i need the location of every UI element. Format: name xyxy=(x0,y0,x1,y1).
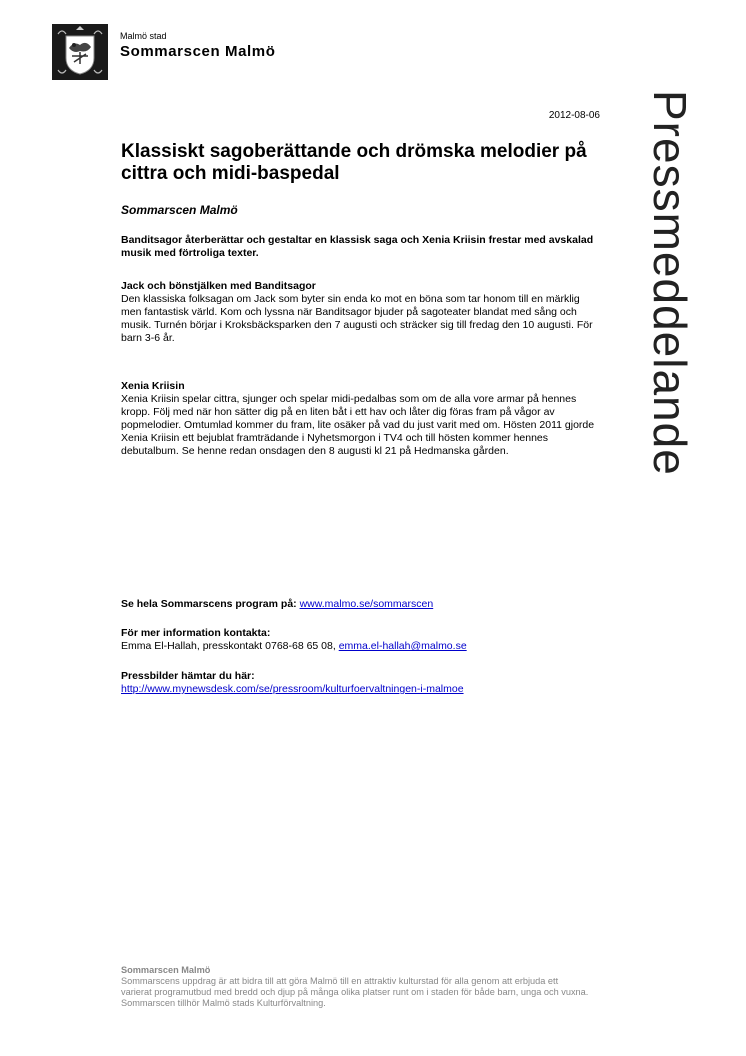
program-line xyxy=(121,598,601,611)
footer-body: Sommarscens uppdrag är att bidra till att göra Malmö till en attraktiv kulturstad för alla genom att erbjuda ett varierat programutbud med bredd och djup på många olika platser runt om i staden för både barn, unga och vuxna. Sommarscen tillhör Malmö stads Kulturförvaltning. xyxy=(121,976,589,1008)
program-link[interactable]: www.malmo.se/sommarscen xyxy=(299,598,434,610)
org-name: Sommarscen Malmö xyxy=(120,43,276,60)
contact-email-link[interactable]: emma.el-hallah@malmo.se xyxy=(338,640,467,652)
vertical-label: Pressmeddelande xyxy=(644,90,696,476)
section-heading: Jack och bönstjälken med Banditsagor xyxy=(121,280,316,292)
section-jack xyxy=(121,280,601,345)
press-images-link[interactable]: http://www.mynewsdesk.com/se/pressroom/kulturfoervaltningen-i-malmoe xyxy=(121,683,464,695)
malmo-coat-of-arms-logo xyxy=(52,24,108,80)
section-xenia xyxy=(121,380,601,458)
release-date: 2012-08-06 xyxy=(548,110,600,121)
lead-paragraph: Banditsagor återberättar och gestaltar en klassisk saga och Xenia Kriisin frestar med avskalad musik med förtroliga texter. xyxy=(121,234,594,259)
footer xyxy=(121,965,591,1009)
section-heading: Xenia Kriisin xyxy=(121,380,185,392)
press-images-block xyxy=(121,670,601,696)
press-release-subtitle: Sommarscen Malmö xyxy=(121,203,238,217)
section-body: Xenia Kriisin spelar cittra, sjunger och spelar midi-pedalbas som om de alla vore armar på hennes kropp. Följ med när hon sätter dig på en liten båt i ett hav och låter dig föras fram på vågor av popmelodier. Omtumlad kommer du fram, lite osäker på vad du just varit med om. Hösten 2011 gjorde Xenia Kriisin ett bejublat framträdande i Nyhetsmorgon i TV4 och till hösten kommer hennes debutalbum. Se henne redan onsdagen den 8 augusti kl 21 på Hedmanska gården. xyxy=(121,393,595,457)
footer-heading: Sommarscen Malmö xyxy=(121,965,211,975)
section-body: Den klassiska folksagan om Jack som byter sin enda ko mot en böna som tar honom till en märklig men fantastisk värld. Kom och lyssna när Banditsagor bjuder på sagoteater blandat med sång och musik. Turnén börjar i Kroksbäcksparken den 7 augusti och sträcker sig till fredag den 10 augusti. För barn 3-6 år. xyxy=(121,293,593,344)
program-label: Se hela Sommarscens program på: xyxy=(121,598,297,610)
press-images-heading: Pressbilder hämtar du här: xyxy=(121,670,255,682)
press-release-title: Klassiskt sagoberättande och drömska melodier på cittra och midi-baspedal xyxy=(121,141,587,184)
org-parent-name: Malmö stad xyxy=(120,31,167,41)
contact-heading: För mer information kontakta: xyxy=(121,627,271,639)
contact-text: Emma El-Hallah, presskontakt 0768-68 65 08, xyxy=(121,640,336,652)
contact-block xyxy=(121,627,601,653)
